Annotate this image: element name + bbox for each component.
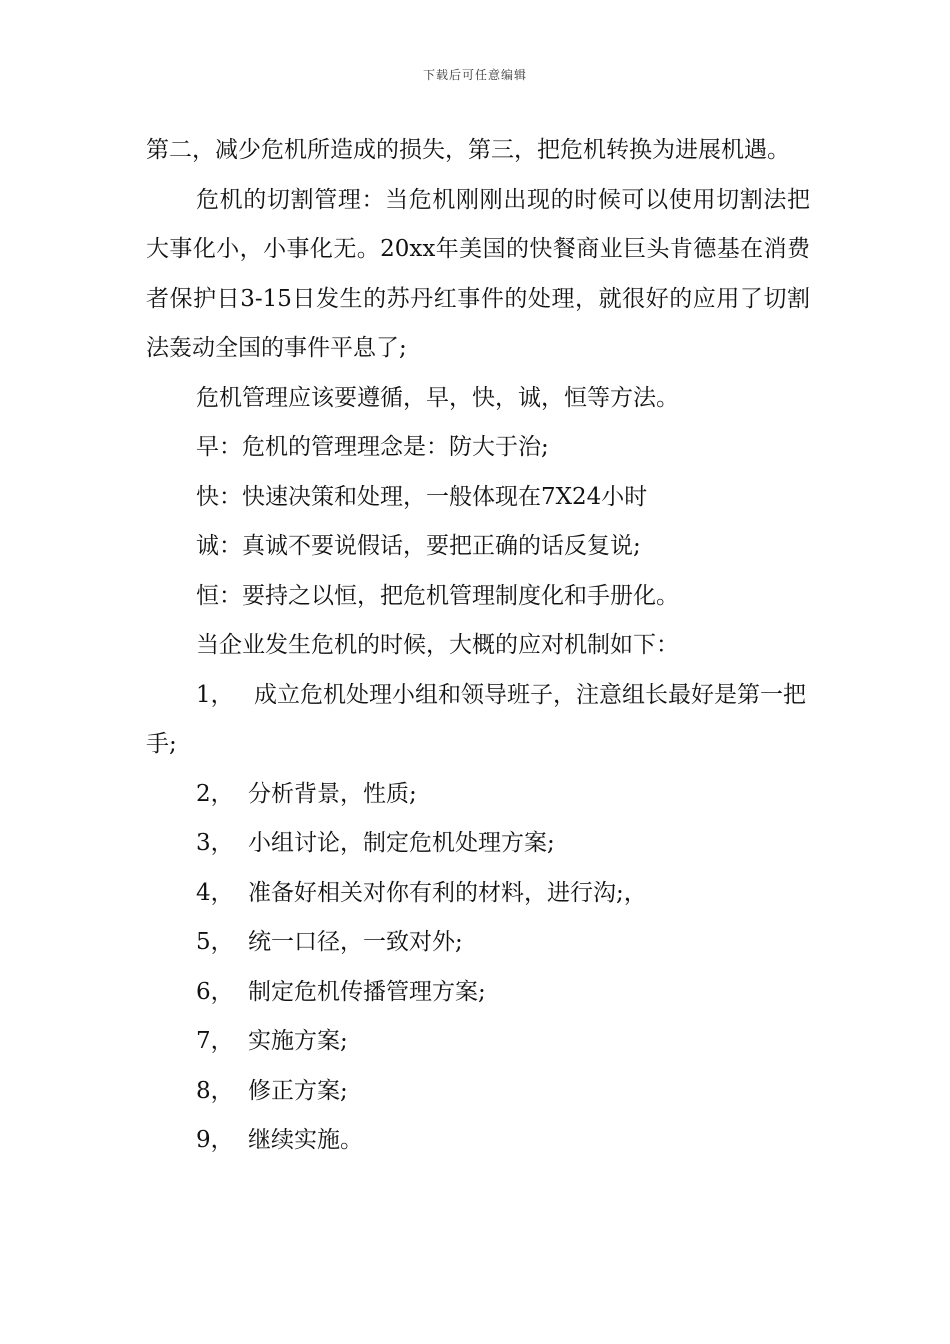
page-header: 下载后可任意编辑: [422, 68, 527, 82]
paragraph-cutting-management: 危机的切割管理：当危机刚刚出现的时候可以使用切割法把大事化小，小事化无。20xx年美国的快餐商业巨头肯德基在消费者保护日3-15日发生的苏丹红事件的处理，就很好的应用了切割法轰动全国的事件平息了;: [146, 186, 810, 361]
list-item: [146, 819, 810, 869]
list-item-number: 2，: [196, 780, 234, 807]
list-item-text: 制定危机传播管理方案;: [248, 978, 486, 1005]
list-item-number: 1，: [196, 681, 234, 708]
list-item-number: 3，: [196, 830, 234, 856]
paragraph-loss-reduction: 第二，减少危机所造成的损失，第三，把危机转换为进展机遇。: [146, 137, 790, 163]
list-item: [146, 671, 810, 770]
list-item-number: 4，: [196, 879, 234, 906]
list-item-text: 准备好相关对你有利的材料，进行沟;，: [248, 879, 647, 906]
list-item-text: 继续实施。: [248, 1127, 363, 1153]
list-item: [146, 770, 810, 820]
document-body: [146, 126, 810, 1166]
paragraph-persistent: 恒：要持之以恒，把危机管理制度化和手册化。: [196, 582, 679, 609]
list-item: [146, 1116, 810, 1166]
list-item-number: 6，: [196, 978, 234, 1005]
list-item-number: 8，: [196, 1077, 234, 1104]
paragraph-fast: 快：快速决策和处理，一般体现在7X24小时: [196, 483, 648, 510]
list-item: [146, 918, 810, 968]
list-item-text: 分析背景，性质;: [248, 780, 417, 807]
list-item-text: 统一口径，一致对外;: [248, 929, 463, 955]
list-item-number: 7，: [196, 1028, 234, 1054]
paragraph-response-intro: 当企业发生危机的时候，大概的应对机制如下：: [196, 632, 679, 658]
list-item-text: 成立危机处理小组和领导班子，注意组长最好是第一把手;: [146, 681, 806, 757]
list-item: [146, 869, 810, 919]
list-item-number: 9，: [196, 1127, 234, 1153]
list-item-text: 修正方案;: [248, 1077, 348, 1104]
list-item-text: 小组讨论，制定危机处理方案;: [248, 830, 555, 856]
list-item: [146, 1017, 810, 1067]
paragraph-principles: 危机管理应该要遵循，早，快，诚，恒等方法。: [196, 384, 679, 411]
paragraph-sincere: 诚：真诚不要说假话，要把正确的话反复说;: [196, 533, 641, 559]
paragraph-early: 早：危机的管理理念是：防大于治;: [196, 434, 549, 460]
list-item-number: 5，: [196, 929, 234, 955]
list-item: [146, 1067, 810, 1117]
list-item-text: 实施方案;: [248, 1028, 348, 1054]
list-item: [146, 968, 810, 1018]
